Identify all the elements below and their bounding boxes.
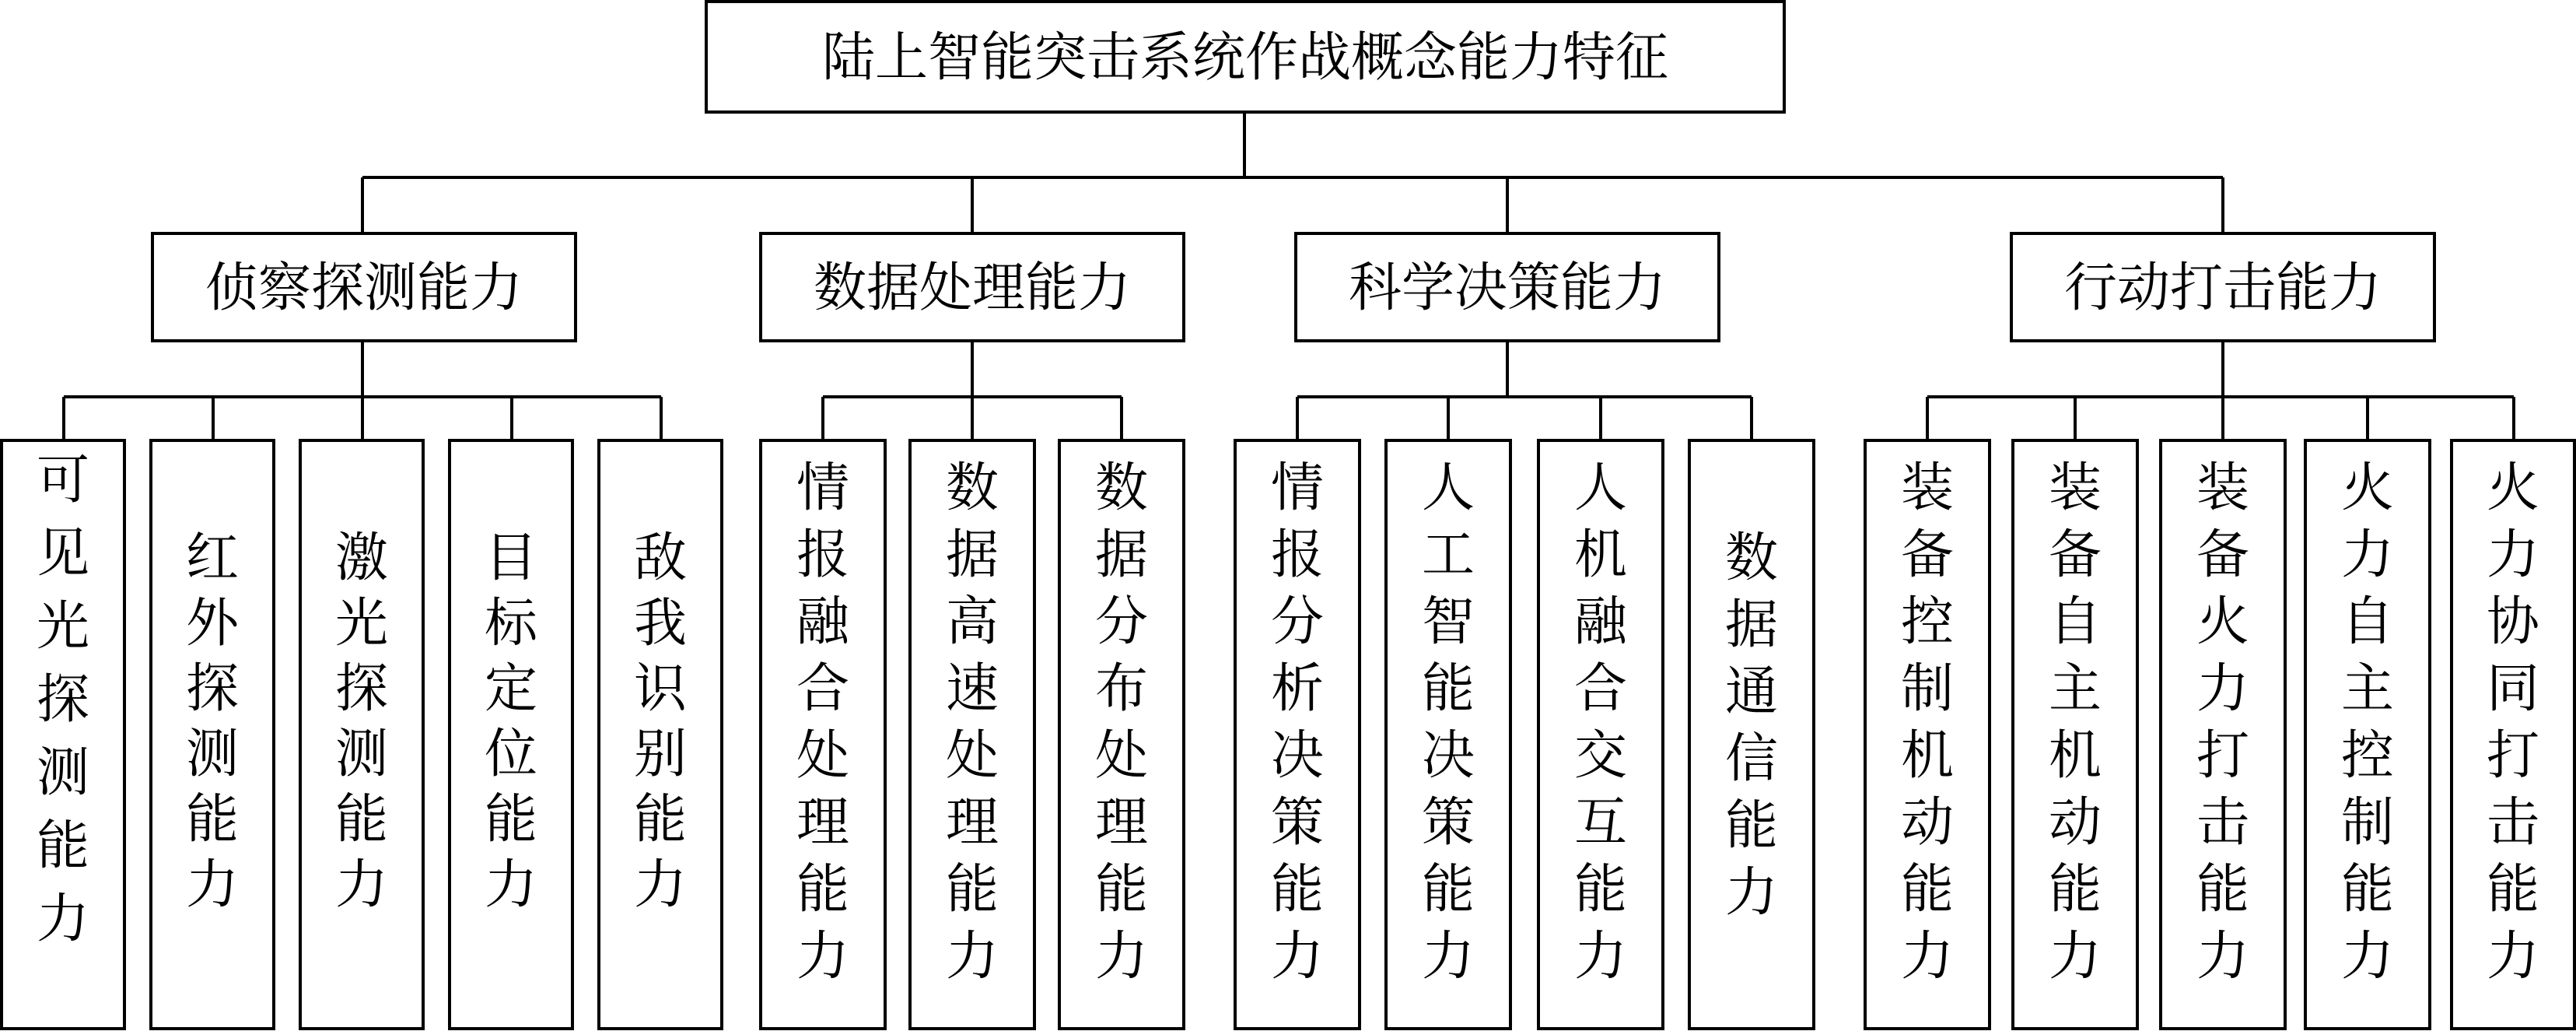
leaf-label: 数据分布处理能力 (1094, 458, 1149, 987)
leaf-label: 情报融合处理能力 (796, 458, 850, 987)
leaf-node (450, 440, 572, 1029)
leaf-nodes (2, 440, 2574, 1029)
leaf-node (151, 440, 274, 1029)
leaf-node (2305, 440, 2430, 1029)
leaf-node (1386, 440, 1510, 1029)
leaf-node (1059, 440, 1184, 1029)
category-label-data: 数据处理能力 (813, 258, 1132, 319)
leaf-label: 激光探测能力 (334, 528, 389, 916)
leaf-label: 火力协同打击能力 (2486, 458, 2540, 987)
leaf-node (1865, 440, 1990, 1029)
leaf-label: 装备控制机动能力 (1900, 458, 1955, 987)
category-label-strike: 行动打击能力 (2063, 258, 2382, 319)
leaf-label: 人机融合交互能力 (1573, 458, 1628, 987)
leaf-node (1689, 440, 1814, 1029)
category-node-data (761, 233, 1184, 341)
category-label-recon: 侦察探测能力 (205, 258, 523, 319)
leaf-label: 可见光探测能力 (36, 450, 90, 950)
leaf-node (2013, 440, 2137, 1029)
leaf-node (2, 440, 124, 1029)
leaf-node (1538, 440, 1663, 1029)
category-node-decision (1296, 233, 1719, 341)
leaf-label: 数据高速处理能力 (945, 458, 999, 987)
leaf-label: 人工智能决策能力 (1421, 458, 1475, 987)
leaf-label: 目标定位能力 (484, 528, 538, 916)
leaf-label: 敌我识别能力 (633, 528, 688, 916)
root-label: 陆上智能突击系统作战概念能力特征 (821, 27, 1669, 89)
leaf-node (2452, 440, 2574, 1029)
leaf-label: 情报分析决策能力 (1270, 458, 1325, 987)
leaf-node (1235, 440, 1360, 1029)
leaf-label: 红外探测能力 (185, 528, 240, 916)
leaf-node (910, 440, 1034, 1029)
category-node-strike (2011, 233, 2434, 341)
category-label-decision: 科学决策能力 (1348, 258, 1667, 319)
root-node (706, 2, 1784, 112)
leaf-label: 数据通信能力 (1724, 528, 1779, 924)
leaf-node (761, 440, 885, 1029)
leaf-node (300, 440, 423, 1029)
leaf-node (2161, 440, 2285, 1029)
leaf-node (599, 440, 722, 1029)
leaf-label: 火力自主控制能力 (2340, 458, 2395, 987)
leaf-label: 装备自主机动能力 (2048, 458, 2102, 987)
leaf-label: 装备火力打击能力 (2196, 458, 2250, 987)
category-node-recon (152, 233, 576, 341)
